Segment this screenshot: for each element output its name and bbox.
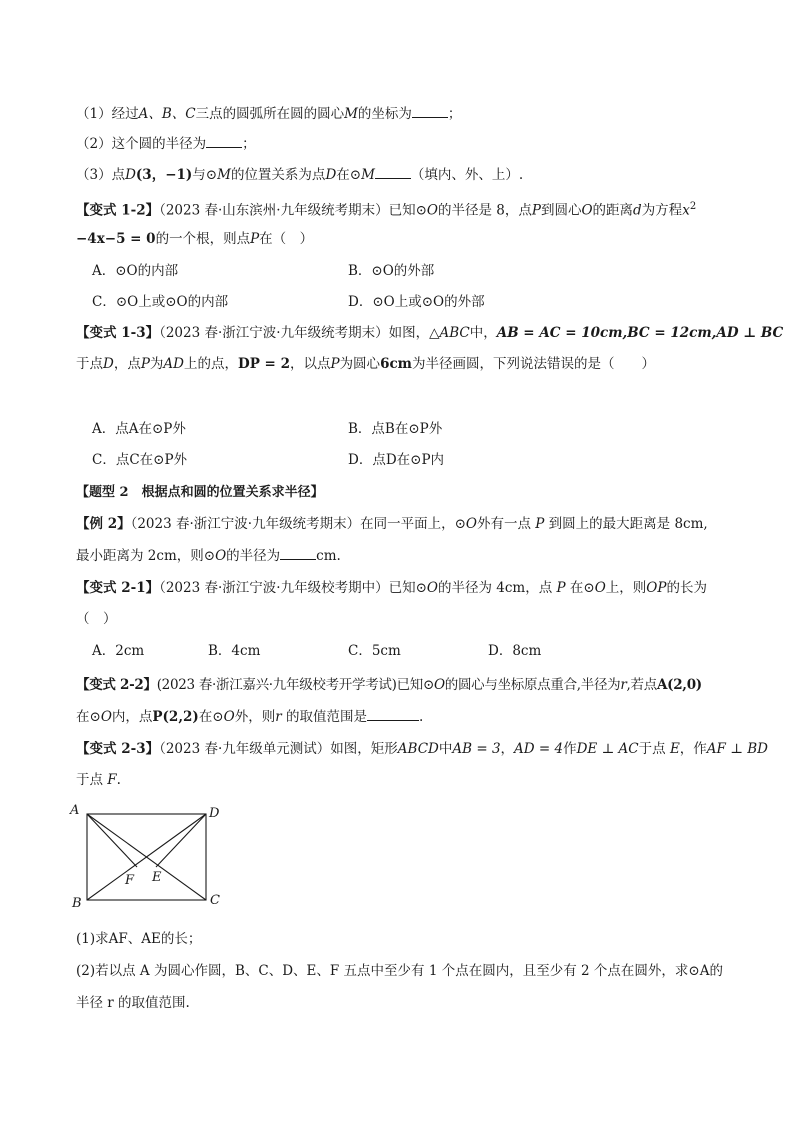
variant-1-3-option-c[interactable]: C．点C在⊙P外 bbox=[92, 452, 188, 468]
variant-1-3-option-d[interactable]: D．点D在⊙P内 bbox=[348, 452, 445, 468]
answer-blank[interactable] bbox=[280, 545, 316, 560]
variant-1-2-option-d[interactable]: D．⊙O上或⊙O的外部 bbox=[348, 294, 485, 310]
rectangle-figure bbox=[66, 800, 236, 912]
variant-1-2-option-a[interactable]: A．⊙O的内部 bbox=[92, 263, 179, 279]
variant-1-2-line-2: −4x−5 = 0的一个根，则点P在（ ） bbox=[76, 231, 314, 247]
example-2-line-2: 最小距离为 2cm，则⊙O的半径为 cm. bbox=[76, 545, 341, 566]
variant-2-1-option-d[interactable]: D．8cm bbox=[488, 643, 542, 659]
label-e: E bbox=[152, 870, 162, 885]
variant-2-3-line-1: 【变式 2-3】（2023 春·九年级单元测试）如图，矩形ABCD中AB = 3，AD = 4作DE ⊥ AC于点 E，作AF ⊥ BD bbox=[76, 741, 768, 757]
question-1-2: （2）这个圆的半径为 ； bbox=[76, 133, 256, 154]
answer-blank[interactable] bbox=[412, 103, 448, 118]
answer-blank[interactable] bbox=[367, 706, 419, 721]
variant-1-3-line-2: 于点D，点P为AD上的点，DP = 2，以点P为圆心6cm为半径画圆，下列说法错误的是（ ） bbox=[76, 356, 655, 372]
variant-2-3-line-2: 于点 F. bbox=[76, 772, 121, 788]
variant-1-2-option-b[interactable]: B．⊙O的外部 bbox=[348, 263, 435, 279]
variant-2-1-option-a[interactable]: A．2cm bbox=[92, 643, 145, 659]
variant-2-3-question-1: (1)求AF、AE的长； bbox=[76, 931, 202, 947]
label-f: F bbox=[125, 873, 135, 888]
variant-2-3-question-2-line-1: (2)若以点 A 为圆心作圆，B、C、D、E、F 五点中至少有 1 个点在圆内，且至少有 2 个点在圆外，求⊙A的 bbox=[76, 963, 723, 979]
variant-2-1-line-1: 【变式 2-1】（2023 春·浙江宁波·九年级校考期中）已知⊙O的半径为 4cm，点 P 在⊙O上，则OP的长为 bbox=[76, 580, 707, 596]
label-a: A bbox=[70, 803, 80, 818]
question-1-3: （3）点D(3，−1)与⊙M的位置关系为点D在⊙M （填内、外、上）. bbox=[76, 164, 523, 185]
variant-2-1-option-b[interactable]: B．4cm bbox=[208, 643, 261, 659]
answer-blank[interactable] bbox=[206, 133, 242, 148]
label-b: B bbox=[72, 896, 82, 911]
example-2-line-1: 【例 2】（2023 春·浙江宁波·九年级统考期末）在同一平面上，⊙O外有一点 P 到圆上的最大距离是 8cm, bbox=[76, 516, 708, 532]
question-1-1: （1）经过A、B、C三点的圆弧所在圆的圆心M的坐标为 ； bbox=[76, 103, 461, 124]
variant-1-2-option-c[interactable]: C．⊙O上或⊙O的内部 bbox=[92, 294, 229, 310]
label-d: D bbox=[209, 806, 220, 821]
variant-2-1-option-c[interactable]: C．5cm bbox=[348, 643, 401, 659]
variant-1-2-line-1: 【变式 1-2】（2023 春·山东滨州·九年级统考期末）已知⊙O的半径是 8，点P到圆心O的距离d为方程$x^2$ bbox=[76, 201, 697, 219]
variant-1-3-option-b[interactable]: B．点B在⊙P外 bbox=[348, 421, 443, 437]
answer-blank[interactable] bbox=[375, 164, 411, 179]
variant-2-2-line-1: 【变式 2-2】(2023 春·浙江嘉兴·九年级校考开学考试)已知⊙O的圆心与坐标原点重合,半径为r,若点A(2,0) bbox=[76, 677, 702, 693]
section-title-type-2: 【题型 2 根据点和圆的位置关系求半径】 bbox=[76, 485, 324, 500]
variant-1-3-option-a[interactable]: A．点A在⊙P外 bbox=[92, 421, 186, 437]
variant-2-1-line-2: （ ） bbox=[76, 611, 117, 627]
variant-2-2-line-2: 在⊙O内，点P(2,2)在⊙O外，则r 的取值范围是 . bbox=[76, 706, 423, 727]
variant-1-3-line-1: 【变式 1-3】（2023 春·浙江宁波·九年级统考期末）如图，△ABC中，AB = AC = 10cm,BC = 12cm,AD ⊥ BC bbox=[76, 325, 784, 341]
label-c: C bbox=[210, 893, 220, 908]
variant-2-3-question-2-line-2: 半径 r 的取值范围. bbox=[76, 995, 190, 1011]
segment-af bbox=[87, 814, 137, 867]
segment-de bbox=[156, 814, 206, 867]
